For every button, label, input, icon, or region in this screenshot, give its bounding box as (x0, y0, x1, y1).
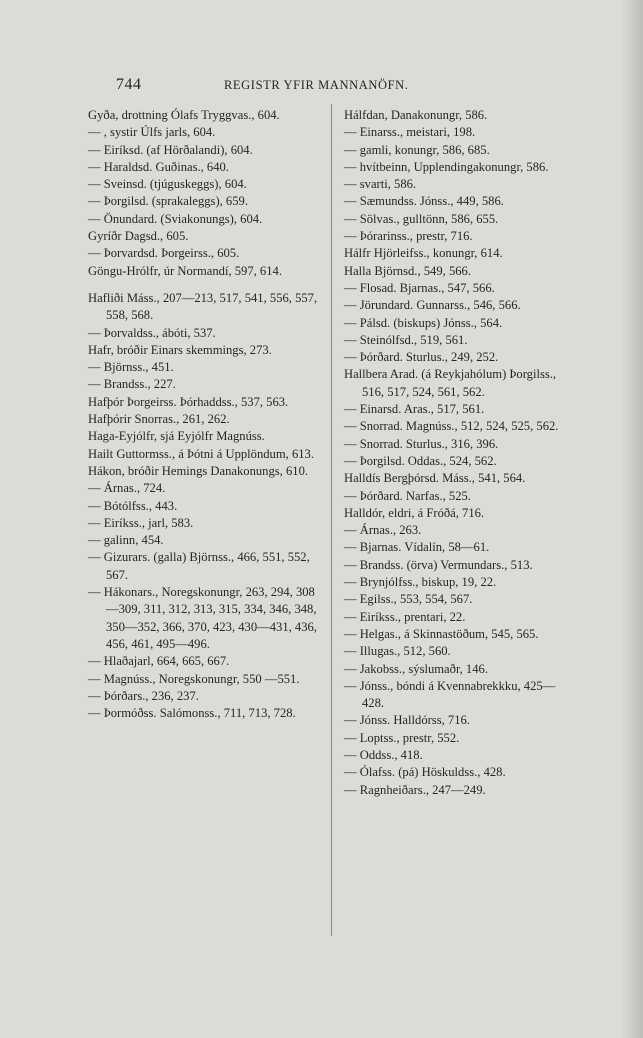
index-entry: — Þórðard. Sturlus., 249, 252. (344, 350, 499, 365)
index-entry: — Steinólfsd., 519, 561. (344, 332, 468, 347)
index-entry: — Sæmundss. Jónss., 449, 586. (344, 194, 504, 209)
left-column (88, 107, 320, 722)
index-entry: — Brynjólfss., biskup, 19, 22. (344, 575, 497, 590)
index-entry: — Snorrad. Sturlus., 316, 396. (344, 436, 499, 451)
index-entry: — Þorvaldss., ábóti, 537. (88, 325, 216, 340)
index-entry: — Helgas., á Skinnastöðum, 545, 565. (344, 626, 539, 641)
index-entry: — Hlaðajarl, 664, 665, 667. (88, 654, 230, 669)
index-entry: Halla Björnsd., 549, 566. (344, 263, 471, 278)
index-entry: — Árnas., 263. (344, 523, 422, 538)
index-entry: Hailt Guttormss., á Þótni á Upplöndum, 613. (88, 446, 314, 461)
index-entry: — Illugas., 512, 560. (344, 644, 451, 659)
index-entry: — Haraldsd. Guðinas., 640. (88, 159, 229, 174)
index-entry: Hafþórir Snorras., 261, 262. (88, 412, 230, 427)
index-entry: — svarti, 586. (344, 177, 417, 192)
index-entry: — Eiríkss., prentari, 22. (344, 609, 466, 624)
index-entry: — , systir Úlfs jarls, 604. (88, 125, 216, 140)
index-entry: — Ólafss. (pá) Höskuldss., 428. (344, 765, 506, 780)
index-entry: — Björnss., 451. (88, 360, 174, 375)
index-entry: Hallbera Arad. (á Reykjahólum) Þorgilss., 516, 517, 524, 561, 562. (344, 367, 557, 399)
index-entry: — Jónss., bóndi á Kvennabrekkku, 425—428. (344, 678, 556, 711)
index-entry: — Hákonars., Noregskonungr, 263, 294, 308—309, 311, 312, 313, 315, 334, 346, 348, 350—352, 366, 370, 423, 430—431, 436, 456, 461, 495—496. (88, 585, 317, 651)
page-header (0, 76, 643, 96)
index-entry: — Þórðars., 236, 237. (88, 688, 199, 703)
index-entry: Gyríðr Dagsd., 605. (88, 229, 189, 244)
index-entry: — Egilss., 553, 554, 567. (344, 592, 473, 607)
index-entry: — Þórarinss., prestr, 716. (344, 229, 473, 244)
index-entry: — Þorgilsd. (sprakaleggs), 659. (88, 194, 248, 209)
index-entry: — Loptss., prestr, 552. (344, 730, 460, 745)
index-entry: — gamli, konungr, 586, 685. (344, 142, 490, 157)
index-entry: — Sölvas., gulltönn, 586, 655. (344, 211, 499, 226)
index-entry: Haga-Eyjólfr, sjá Eyjólfr Magnúss. (88, 429, 265, 444)
index-entry: Halldór, eldri, á Fróðá, 716. (344, 505, 485, 520)
column-divider (331, 104, 332, 936)
index-entry: Hálfdan, Danakonungr, 586. (344, 108, 488, 122)
index-entry: — Þorgilsd. Oddas., 524, 562. (344, 453, 497, 468)
index-entry: Göngu-Hrólfr, úr Normandí, 597, 614. (88, 263, 282, 278)
index-entry: — Bótólfss., 443. (88, 498, 178, 513)
index-entry: — Snorrad. Magnúss., 512, 524, 525, 562. (344, 419, 559, 434)
index-entry: — Jónss. Halldórss, 716. (344, 713, 470, 728)
index-entry: — Önundard. (Sviakonungs), 604. (88, 211, 263, 226)
page-number: 744 (116, 76, 142, 93)
index-entry: Hafþór Þorgeirss. Þórhaddss., 537, 563. (88, 394, 289, 409)
index-entry: Hafr, bróðir Einars skemmings, 273. (88, 342, 272, 357)
page-edge (623, 0, 643, 1038)
index-entry: — Jörundard. Gunnarss., 546, 566. (344, 298, 521, 313)
right-column (344, 107, 566, 799)
index-entry: — Jakobss., sýslumaðr, 146. (344, 661, 488, 676)
index-entry: — hvítbeinn, Upplendingakonungr, 586. (344, 159, 549, 174)
index-entry: — Brandss., 227. (88, 377, 176, 392)
index-entry: — Einarss., meistari, 198. (344, 125, 476, 140)
index-entry: Halldís Bergþórsd. Máss., 541, 564. (344, 471, 526, 486)
index-entry: — Gizurars. (galla) Björnss., 466, 551, 552, 567. (88, 550, 310, 582)
index-entry: — Þorvardsd. Þorgeirss., 605. (88, 246, 240, 261)
index-entry: — Pálsd. (biskups) Jónss., 564. (344, 315, 503, 330)
index-entry: — Árnas., 724. (88, 481, 166, 496)
index-entry: Hálfr Hjörleifss., konungr, 614. (344, 246, 503, 261)
index-entry: — Eiríkss., jarl, 583. (88, 515, 194, 530)
index-entry: — Brandss. (örva) Vermundars., 513. (344, 557, 533, 572)
index-entry: — Magnúss., Noregskonungr, 550 —551. (88, 671, 300, 686)
index-entry: — Þórðard. Narfas., 525. (344, 488, 471, 503)
index-entry: — Einarsd. Aras., 517, 561. (344, 402, 485, 417)
index-entry: — Bjarnas. Vídalín, 58—61. (344, 540, 490, 555)
running-title: REGISTR YFIR MANNANÖFN. (224, 78, 409, 92)
index-entry: — Sveinsd. (tjúguskeggs), 604. (88, 177, 247, 192)
index-entry: — Flosad. Bjarnas., 547, 566. (344, 280, 495, 295)
index-entry: Hákon, bróðir Hemings Danakonungs, 610. (88, 463, 309, 478)
index-entry: — Oddss., 418. (344, 747, 423, 762)
index-entry: Gyða, drottning Ólafs Tryggvas., 604. (88, 108, 280, 122)
index-entry: — Þormóðss. Salómonss., 711, 713, 728. (88, 706, 296, 721)
index-entry: Hafliði Máss., 207—213, 517, 541, 556, 557, 558, 568. (88, 290, 318, 323)
index-entry: — Ragnheiðars., 247—249. (344, 782, 486, 797)
index-entry: — galinn, 454. (88, 533, 164, 548)
index-entry: — Eiríksd. (af Hörðalandi), 604. (88, 142, 253, 157)
